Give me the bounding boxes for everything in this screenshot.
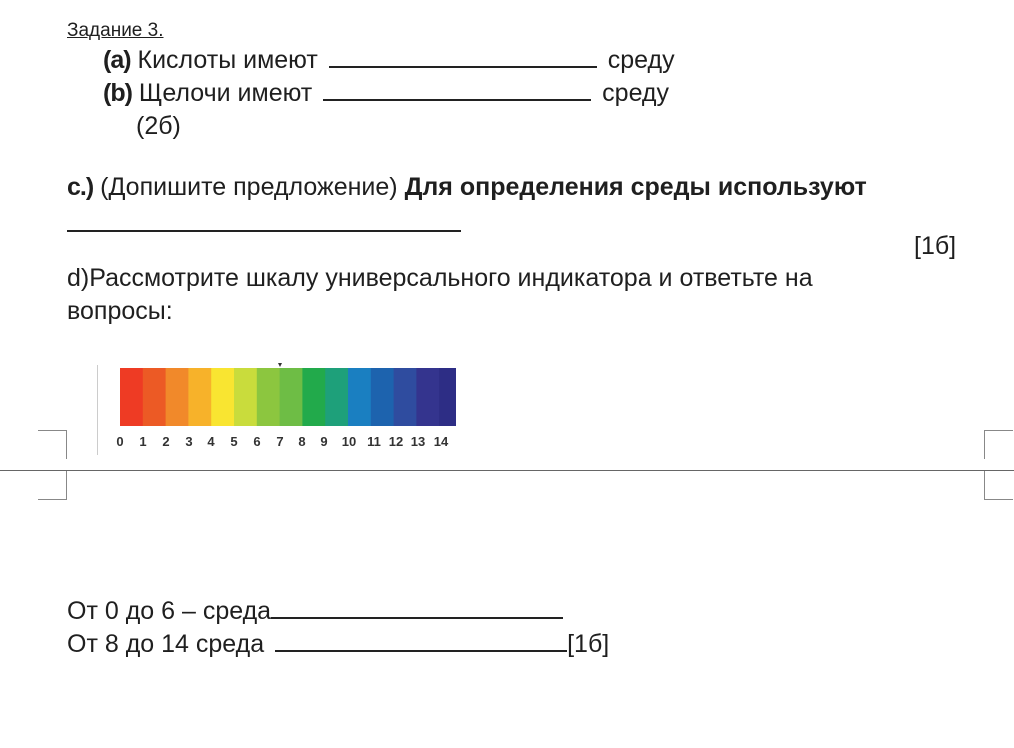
question-b-text: Щелочи имеют [138, 79, 313, 107]
scale-color-band [325, 368, 348, 426]
scale-color-band [120, 368, 143, 426]
page-corner-mark [984, 471, 1013, 500]
question-c [67, 173, 867, 202]
scale-label: 4 [207, 434, 215, 449]
task-title: Задание 3. [67, 20, 164, 41]
scale-color-band [302, 368, 325, 426]
scale-color-band [439, 368, 456, 426]
scale-label: 7 [276, 434, 284, 449]
scale-label: 0 [116, 434, 124, 449]
answer-line-2-text: От 8 до 14 среда [67, 630, 265, 658]
question-a [103, 46, 675, 75]
scale-color-band [211, 368, 234, 426]
answer-blank-c[interactable] [67, 212, 461, 232]
answer-line-2 [67, 630, 609, 659]
page-separator [0, 470, 1014, 471]
answer-blank-b[interactable] [323, 79, 591, 101]
page-corner-mark [38, 471, 67, 500]
scale-label: 1 [139, 434, 147, 449]
answer-blank-a[interactable] [329, 46, 597, 68]
question-b-marker: (b) [103, 79, 132, 107]
scale-label: 6 [253, 434, 261, 449]
scale-label: 3 [185, 434, 193, 449]
question-a-text: Кислоты имеют [137, 46, 318, 74]
scale-label: 12 [388, 434, 404, 449]
scale-color-band [143, 368, 166, 426]
question-c-instruction: (Допишите предложение) [100, 173, 398, 201]
neutral-tick-mark [278, 363, 282, 367]
scale-color-band [166, 368, 189, 426]
question-b [103, 79, 669, 108]
scale-color-band [371, 368, 394, 426]
question-d-line2: вопросы: [67, 297, 173, 325]
scale-label: 5 [230, 434, 238, 449]
question-c-marker: c.) [67, 173, 94, 201]
answer-line-1-text: От 0 до 6 – среда [67, 597, 272, 625]
scale-label: 14 [433, 434, 449, 449]
scale-color-band [188, 368, 211, 426]
question-a-marker: (a) [103, 46, 131, 74]
question-b-after: среду [602, 79, 670, 107]
answer-line-1 [67, 597, 567, 626]
answer-blank-2[interactable] [275, 630, 567, 652]
question-c-bold-text: Для определения среды используют [404, 173, 867, 201]
scale-color-band [280, 368, 303, 426]
ph-indicator-scale [96, 358, 456, 458]
scale-label: 8 [298, 434, 306, 449]
scale-color-band [394, 368, 417, 426]
scale-label: 2 [162, 434, 170, 449]
answer-blank-1[interactable] [271, 597, 563, 619]
question-d-line1: d)Рассмотрите шкалу универсального индикатора и ответьте на [67, 264, 813, 292]
scale-color-band [416, 368, 439, 426]
scale-label: 13 [410, 434, 426, 449]
scale-label: 9 [320, 434, 328, 449]
question-a-after: среду [607, 46, 675, 74]
scale-color-band [234, 368, 257, 426]
answer-line-2-points: [1б] [567, 630, 610, 658]
points-c: [1б] [914, 232, 957, 260]
page-corner-mark [984, 430, 1013, 459]
scale-label: 10 [341, 434, 357, 449]
scale-color-band [348, 368, 371, 426]
scale-color-band [257, 368, 280, 426]
page-corner-mark [38, 430, 67, 459]
points-ab: (2б) [136, 112, 181, 140]
scale-label: 11 [367, 434, 381, 449]
